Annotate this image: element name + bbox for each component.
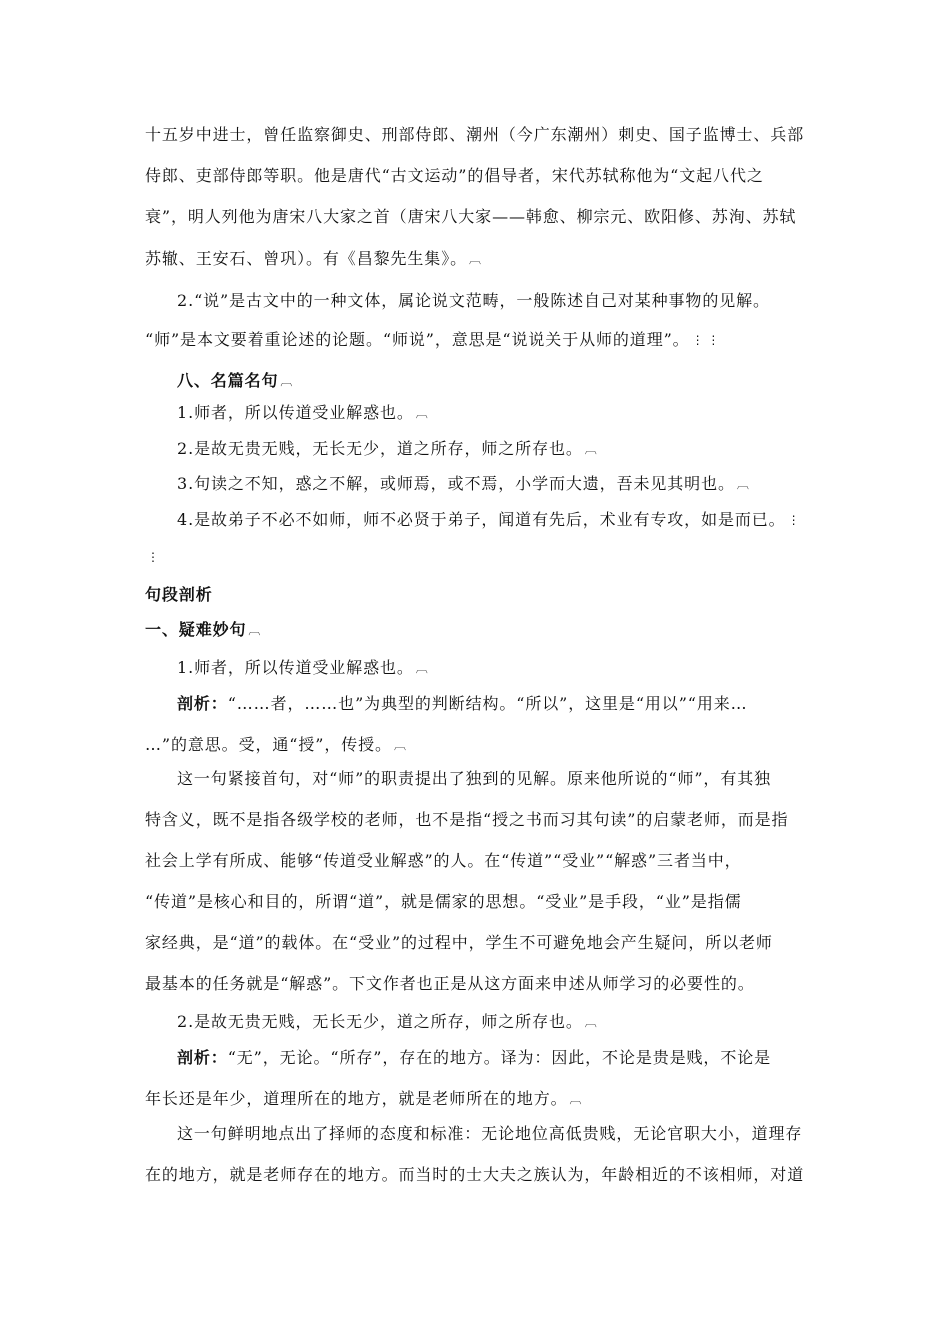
bio-line-4: 苏辙、王安石、曾巩）。有《昌黎先生集》。 ︹ [145, 249, 482, 268]
return-mark: ︹ [415, 406, 428, 420]
return-mark: ︹ [584, 442, 597, 456]
return-mark: ︹ [569, 1092, 582, 1106]
return-mark: ︹ [584, 1015, 597, 1029]
analysis-title: 句段剖析 [145, 585, 213, 604]
return-mark: ︹ [248, 623, 261, 637]
item1-para-1: 这一句紧接首句，对“师”的职责提出了独到的见解。原来他所说的“师”，有其独 [177, 769, 772, 788]
famous-2: 2.是故无贵无贱，无长无少，道之所存，师之所存也。 ︹ [177, 439, 597, 458]
analysis-label: 剖析： [177, 1048, 228, 1067]
dot-mark-line: ⋮ [147, 550, 159, 564]
return-mark: ︹ [280, 374, 293, 388]
item2-para-1: 这一句鲜明地点出了择师的态度和标准：无论地位高低贵贱，无论官职大小，道理存 [177, 1124, 803, 1143]
bio-line-2: 侍郎、吏部侍郎等职。他是唐代“古文运动”的倡导者，宋代苏轼称他为“文起八代之 [145, 166, 764, 185]
item2-analysis-line-2: 年长还是年少，道理所在的地方，就是老师所在的地方。 ︹ [145, 1089, 582, 1108]
item1-para-3: 社会上学有所成、能够“传道受业解惑”的人。在“传道”“受业”“解惑”三者当中， [145, 851, 742, 870]
item2-sentence: 2.是故无贵无贱，无长无少，道之所存，师之所存也。 ︹ [177, 1012, 597, 1031]
famous-3: 3.句读之不知，惑之不解，或师焉，或不焉，小学而大遗，吾未见其明也。 ︹ [177, 474, 749, 493]
shuo-line-1: 2.“说”是古文中的一种文体，属论说文范畴，一般陈述自己对某种事物的见解。 [177, 291, 770, 310]
item1-para-2: 特含义，既不是指各级学校的老师，也不是指“授之书而习其句读”的启蒙老师，而是指 [145, 810, 789, 829]
item2-analysis-line-1: 剖析：“无”，无论。“所存”，存在的地方。译为：因此，不论是贵是贱，不论是 [177, 1048, 772, 1067]
analysis-label: 剖析： [177, 694, 228, 713]
dots-mark: ⋮ ⋮ [691, 333, 720, 347]
return-mark: ︹ [393, 738, 406, 752]
difficult-title: 一、疑难妙句 ︹ [145, 620, 261, 639]
item1-analysis-line-1: 剖析：“……者，……也”为典型的判断结构。“所以”，这里是“用以”“用来… [177, 694, 748, 713]
item1-para-4: “传道”是核心和目的，所谓“道”，就是儒家的思想。“受业”是手段，“业”是指儒 [145, 892, 742, 911]
item2-para-2: 在的地方，就是老师存在的地方。而当时的士大夫之族认为，年龄相近的不该相师，对道 [145, 1165, 805, 1184]
return-mark: ︹ [469, 252, 482, 266]
section8-title: 八、名篇名句 ︹ [177, 371, 293, 390]
famous-1: 1.师者，所以传道受业解惑也。 ︹ [177, 403, 428, 422]
item1-para-6: 最基本的任务就是“解惑”。下文作者也正是从这方面来申述从师学习的必要性的。 [145, 974, 755, 993]
shuo-line-2: “师”是本文要着重论述的论题。“师说”，意思是“说说关于从师的道理”。 ⋮ ⋮ [145, 330, 720, 349]
item1-analysis-line-2: …”的意思。受，通“授”，传授。 ︹ [145, 735, 406, 754]
item1-sentence: 1.师者，所以传道受业解惑也。 ︹ [177, 658, 428, 677]
return-mark: ︹ [736, 477, 749, 491]
return-mark: ︹ [415, 661, 428, 675]
bio-line-1: 十五岁中进士，曾任监察御史、刑部侍郎、潮州（今广东潮州）刺史、国子监博士、兵部 [145, 125, 805, 144]
dot-mark: ⋮ [787, 513, 800, 527]
famous-4: 4.是故弟子不必不如师，师不必贤于弟子，闻道有先后，术业有专攻，如是而已。 ⋮ [177, 510, 800, 529]
bio-line-3: 衰”，明人列他为唐宋八大家之首（唐宋八大家——韩愈、柳宗元、欧阳修、苏洵、苏轼 [145, 207, 797, 226]
item1-para-5: 家经典，是“道”的载体。在“受业”的过程中，学生不可避免地会产生疑问，所以老师 [145, 933, 773, 952]
